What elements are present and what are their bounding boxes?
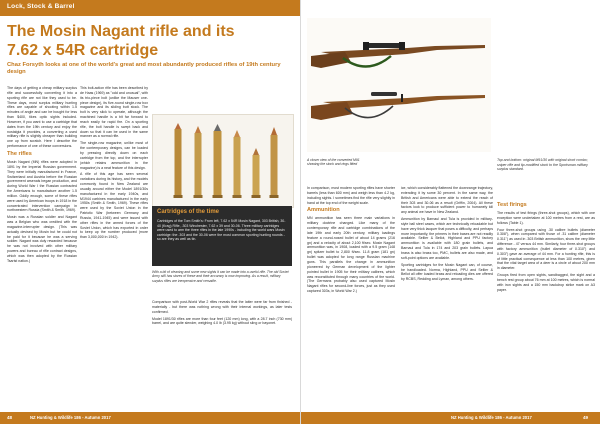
section-header-band [0,0,300,16]
body-paragraph: Mosin was a Russian soldier and Nagant was a Belgian who was credited with the magazine-interrupter design. (This was actually devised by Mosin but he could not be paid for it because he was a serving soldier. Nagant was duly rewarded because he was not involved with other military powers and bureau of rifle contract designs, which was then adopted by the Russian Tsarist nation.) [7,215,77,263]
intro-paragraph: The days of getting a cheap military surplus rifle and successfully converting it into a sporting rifle are not like they used to be. These days, most surplus military hunting rifles are capable of shooting within 1.5 minutes of angle and can be bought for less than $400, tikes optic sights included. However, if you want to use a cartridge that dates from the 19th century and enjoy the nostalgia it provides, a converting a used military rifle is slightly cheaper than building one up from scratch. Here I describe the performance of one of these conversions. [7,86,77,149]
body-paragraph: This bolt-action rifle has been described by de Haas (1969) as "odd and unusual", with its trio-piece bolt (unlike the Mauser one-piece design), its five-round single-row box magazine and its sliding butt stock. The bolt is very slick to operate, although the machined handle is a bit far forward to reach easily for rapid fire. On a sporting rifle, the bolt handle is swept back and down so that it can be used in the same manner as a normal rifle. [80,86,148,139]
body-paragraph: ice, which considerably flattened the downrange trajectory, extending it by some 30 percent. In the same way, the British and Americans were able to extend the reach of their 303 and 30-06 as a result (Griffin, 2004). All these factors look to produce sufficient power to humanely kill any animal we have in New Zealand. [401,186,493,215]
cartridge-5 [252,148,261,198]
right-column-1 [307,186,395,404]
title-line-1: The Mosin Nagant rifle and its [7,23,235,40]
rifles-photo [307,18,491,152]
body-paragraph: The results of test firings (three-shot groups), which with one exception were undertaken at 100 metres from a rest, are as follows (Table 1). [497,211,595,225]
left-column-2 [80,86,148,404]
section-heading-test-firings: Test firings [497,202,527,208]
cartridge-6 [270,127,279,198]
cartridge-1 [174,123,183,198]
right-column-2 [401,186,493,404]
left-column-1 [7,86,77,404]
body-paragraph: A rifle of this age has seen several variations during its history, and the models commonly found in New Zealand are usually around either the Model 1891/30s manufactured in the early 1940s, and M1944 carbines manufactured in the early 1950s (Smith & Smith, 1969). These rifles were used by the Soviet Union in the Patriotic War (between Germany and Russia, 1941-1945) and were issued with other rifles in the armed forces of the Soviet Union, which has exported in order to keep up the number produced (more than 3,000,000 in 1942). [80,172,148,240]
page-footer [301,412,600,424]
cartridge-2 [194,126,203,198]
page-number: 48 [7,415,13,420]
caption-title: Cartridges of the time [157,209,220,215]
body-paragraph: Mosin Nagant (MN) rifles were adopted in 1891 by the Imperial Russian government. They were initially manufactured in France, Switzerland and Austria before the Russian government arsenals began production, and during World War I the Russian contracted the Americans to manufacture another 1.5 million. Oddly enough, some of these rifles were used by American troops in 1918 in the concentrated intervention campaign in northwestern Russia (Smith & Smith, 1969). [7,159,77,213]
rifles-caption: Top and bottom: original M91/30 with original short combo; sniper rifle and tip-modified stock to the Sportsman military surplus standard. [497,158,588,172]
cartridge-3 [213,124,223,198]
body-paragraph: Groups fired from open sights, sandbagged, the sight and a bench rest group about 76 mm at 100 metres, which is normal with iron sights and a 150 mm backdrop strike mark on A3 paper. [497,273,595,292]
scope-caption: A closer view of the converted M91 showing the stock and rings fitted [307,158,360,167]
rifles-illustration [307,18,491,152]
page-footer [0,412,300,424]
caption-body: Cartridges of the Tom Smith's: From left, 7.62 x 54R Mosin Nagant, 303 British, 30-40 (Krag) Rifle, .303 Winchester, 7.62 x 39 and 30-06. Three military cartridges were used to arm the three rifles in the late 1990s - including the world wars Mosin cartridge: the .303 and the 30-06 were the most common sporting hunting rounds - so are they as well as tin. [157,219,286,242]
section-heading-ammunition: Ammunition [307,207,340,214]
section-label: Lock, Stock & Barrel [7,3,75,10]
article-title [7,22,293,60]
body-paragraph: In comparison, most modern sporting rifles have shorter barrels (less than 600 mm) and weigh less than 4.2 kg, including sights. I sometimes find the rifle very slightly in hand at the top end of the weight scale. [307,186,395,205]
right-column-3 [497,200,595,404]
cartridges-photo [152,114,294,208]
cartridges-caption-panel [152,206,292,266]
standfirst: Chaz Forsyth looks at one of the world's great and most abundantly produced rifles of 19th century design [7,62,281,76]
body-paragraph: The single-row magazine, unlike most of the contemporary designs, can be loaded by pressing directly down on each cartridge from the top, and the interrupter (which retains ammunition in the magazine) is a neat feature of this design. [80,141,148,170]
body-paragraph: Model 1891/30 rifles are more than four feet (120 mm) long, with a 28.7 inch (730 mm) barrel, and are quite slender, weighing 4.0 lb (3.95 kg) without sling or bayonet. [152,316,292,326]
footer-publication: NZ Hunting & Wildlife 186 - Autumn 2017 [451,415,532,420]
left-column-3 [152,300,292,404]
body-paragraph: Four three-shot groups using .30 calibre bullets (diameter 0.308"), when compared with those of .31 calibre (diameter 0.311") as used in .303 British ammunition, show the very little difference - 47 versus 44 mm. Similarly, four three-shot groups with factory ammunition (bullet diameter of 0.310") and 0.303") gave an average of 44 mm. For a hunting rifle, this is of little practical consequence at less than 100 metres, given that the vital target area of a deer is a circle of about 200 mm in diameter. [497,227,595,271]
page-number: 49 [583,415,589,420]
right-page [300,0,600,424]
body-paragraph: Comparison with post-World War 2 rifles reveals that the latter were far from finished - materially - but there was nothing wrong with their internal workings, as later tests confirmed. [152,300,292,314]
section-heading-rifles: The rifles [7,150,32,157]
cartridges-illustration [153,115,293,207]
body-paragraph: Sporting cartridges for the Mosin Nagant can, of course, be handloaded. Norma, Highland, PPU and Sellier & Bellot all offer loaded brass and reloading dies are offered by RCBS, Redding and Lyman, among others. [401,262,493,282]
footer-publication: NZ Hunting & Wildlife 186 - Autumn 2017 [30,415,111,420]
photo-caption-small: With a bit of cleaning and some new sights it can be made into a useful rifle. The old Soviet Army still has stores of these and their accuracy is now improving. As a result, military surplus rifles are inexpensive and versatile. [152,270,289,283]
body-paragraph: MN ammunition has seen three main variations in military doctrine changed. Like many of the contemporary rifle and cartridge combinations of the late 19th and early 20th century, military loadings feature a round-nosed bullet of about 14 grams (216 gn) and a velocity of about 2,100 ft/sec. Mosin Nagant ammunition was, in 1908, loaded with a 9.5 gram (148 gn) spitzer bullet to 2,800 ft/sec. 11.8 gram (181 gn) bullet was adopted for long range Russian machine guns. This parallels the change in ammunition pioneered by German development of the lighter pointed bullet in 1905 for their military calibres, which was reconstituted through many countries of the world. (The Germans probably also used captured Mosin Nagant rifles for second-line forces, just as they used captured 303s, in World War 2.) [307,216,395,294]
rifle-lower [311,92,485,120]
body-paragraph: Ammunition by Barnaul and Tula is provided in military-style ball steel cases, which are technically reloadable but have very thick lacquer that poses a difficulty, and perhaps more importantly, the primers in their bases are not readily available. Sellier & Bellot, Highland and PPU factory ammunition is available with 180 grain bullets, and Barnaul and Tula in 174 and 203 grain bullets. Lapua brass is also brass too, PMC, bullets are also made, and soft-point options are available. [401,217,493,260]
title-line-2: 7.62 x 54R cartridge [7,42,159,59]
rifle-upper [311,42,485,68]
cartridge-4 [233,130,242,198]
